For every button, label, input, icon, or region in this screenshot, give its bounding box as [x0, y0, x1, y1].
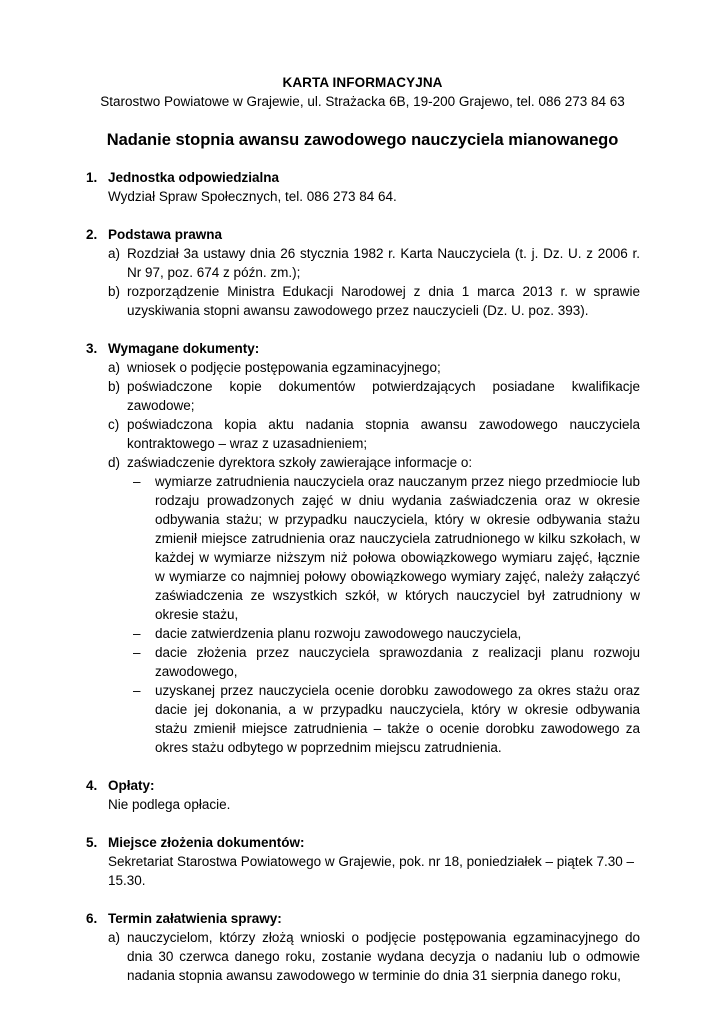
section-heading: Wymagane dokumenty:	[108, 341, 260, 356]
legal-basis-list	[108, 244, 640, 320]
section-number: 1.	[86, 170, 98, 185]
sub-list-item-text: dacie złożenia przez nauczyciela sprawozdania z realizacji planu rozwoju zawodowego,	[155, 645, 640, 679]
section-heading: Jednostka odpowiedzialna	[108, 170, 280, 185]
certificate-details-list	[108, 472, 640, 757]
section-heading: Podstawa prawna	[108, 227, 223, 242]
section-heading: Miejsce złożenia dokumentów:	[108, 835, 305, 850]
list-item-text: nauczycielom, którzy złożą wnioski o podjęcie postępowania egzaminacyjnego do dnia 30 czerwca danego roku, zostanie wydana decyzja o nadaniu lub o odmowie nadania stopnia awansu zawodowego w terminie do dnia 31 sierpnia danego roku,	[127, 930, 640, 983]
list-item	[108, 928, 640, 985]
section-number: 6.	[86, 911, 98, 926]
list-item-label: a)	[108, 246, 121, 261]
sections	[86, 168, 640, 1004]
section-number: 2.	[86, 227, 98, 242]
header-address: Starostwo Powiatowe w Grajewie, ul. Strażacka 6B, 19-200 Grajewo, tel. 086 273 84 63	[100, 94, 625, 109]
section-heading: Opłaty:	[108, 778, 155, 793]
sub-list-item-text: wymiarze zatrudnienia nauczyciela oraz nauczanym przez niego przedmiocie lub rodzaju prowadzonych zajęć w dniu wydania zaświadczenia oraz w okresie odbywania stażu; w przypadku nauczyciela, który w okresie odbywania stażu zmienił miejsce zatrudnienia oraz nauczyciela zatrudnionego w kilku szkołach, w każdej w wymiarze niższym niż połowa obowiązkowego wymiaru zajęć, łącznie w wymiarze co najmniej połowy obowiązkowego wymiary zajęć, należy załączyć zaświadczenia ze wszystkich szkół, w których nauczyciel był zatrudniony w okresie stażu,	[155, 474, 640, 622]
list-item-label: d)	[108, 455, 121, 470]
list-item	[108, 377, 640, 415]
sub-list-item	[133, 472, 640, 624]
list-item-text: Rozdział 3a ustawy dnia 26 stycznia 1982 r. Karta Nauczyciela (t. j. Dz. U. z 2006 r. Nr 97, poz. 674 z późn. zm.);	[127, 246, 640, 280]
list-item-label: c)	[108, 417, 120, 432]
section-processing-time	[86, 909, 640, 985]
dash-bullet: –	[133, 626, 141, 641]
section-text: Nie podlega opłacie.	[108, 797, 231, 812]
list-item	[108, 358, 640, 377]
list-item-text: rozporządzenie Ministra Edukacji Narodowej z dnia 1 marca 2013 r. w sprawie uzyskiwania stopni awansu zawodowego przez nauczycieli (Dz. U. poz. 393).	[127, 284, 640, 318]
sub-list-item	[133, 643, 640, 681]
list-item-label: a)	[108, 930, 121, 945]
dash-bullet: –	[133, 474, 141, 489]
list-item-label: b)	[108, 284, 121, 299]
list-item-label: b)	[108, 379, 121, 394]
dash-bullet: –	[133, 645, 141, 660]
list-item	[108, 282, 640, 320]
dash-bullet: –	[133, 683, 141, 698]
section-text: Sekretariat Starostwa Powiatowego w Grajewie, pok. nr 18, poniedziałek – piątek 7.30 – 15.30.	[108, 854, 635, 888]
list-item	[108, 415, 640, 453]
section-heading: Termin załatwienia sprawy:	[108, 911, 282, 926]
section-number: 3.	[86, 341, 98, 356]
section-fees	[86, 776, 640, 814]
section-submission-place	[86, 833, 640, 890]
list-item-text: poświadczone kopie dokumentów potwierdzających posiadane kwalifikacje zawodowe;	[127, 379, 640, 413]
header-title: KARTA INFORMACYJNA	[282, 75, 443, 90]
list-item-text: zaświadczenie dyrektora szkoły zawierające informacje o:	[127, 455, 473, 470]
section-number: 5.	[86, 835, 98, 850]
sub-list-item-text: uzyskanej przez nauczyciela ocenie dorobku zawodowego za okres stażu oraz dacie jej dokonania, a w przypadku nauczyciela, który w okresie odbywania stażu zmienił miejsce zatrudnienia – także o ocenie dorobku zawodowego za okres stażu odbytego w poprzednim miejscu zatrudnienia.	[155, 683, 640, 755]
list-item-text: wniosek o podjęcie postępowania egzaminacyjnego;	[127, 360, 441, 375]
processing-time-list	[108, 928, 640, 985]
list-item	[108, 244, 640, 282]
section-responsible-unit	[86, 168, 640, 206]
sub-list-item	[133, 681, 640, 757]
section-text: Wydział Spraw Społecznych, tel. 086 273 84 64.	[108, 189, 397, 204]
list-item	[108, 453, 640, 472]
document-title: Nadanie stopnia awansu zawodowego nauczyciela mianowanego	[106, 131, 619, 149]
list-item-text: poświadczona kopia aktu nadania stopnia awansu zawodowego nauczyciela kontraktowego – wraz z uzasadnieniem;	[127, 417, 640, 451]
sub-list-item-text: dacie zatwierdzenia planu rozwoju zawodowego nauczyciela,	[155, 626, 522, 641]
section-legal-basis	[86, 225, 640, 320]
section-number: 4.	[86, 778, 98, 793]
section-required-documents	[86, 339, 640, 757]
list-item-label: a)	[108, 360, 121, 375]
required-documents-list	[108, 358, 640, 757]
sub-list-item	[133, 624, 640, 643]
